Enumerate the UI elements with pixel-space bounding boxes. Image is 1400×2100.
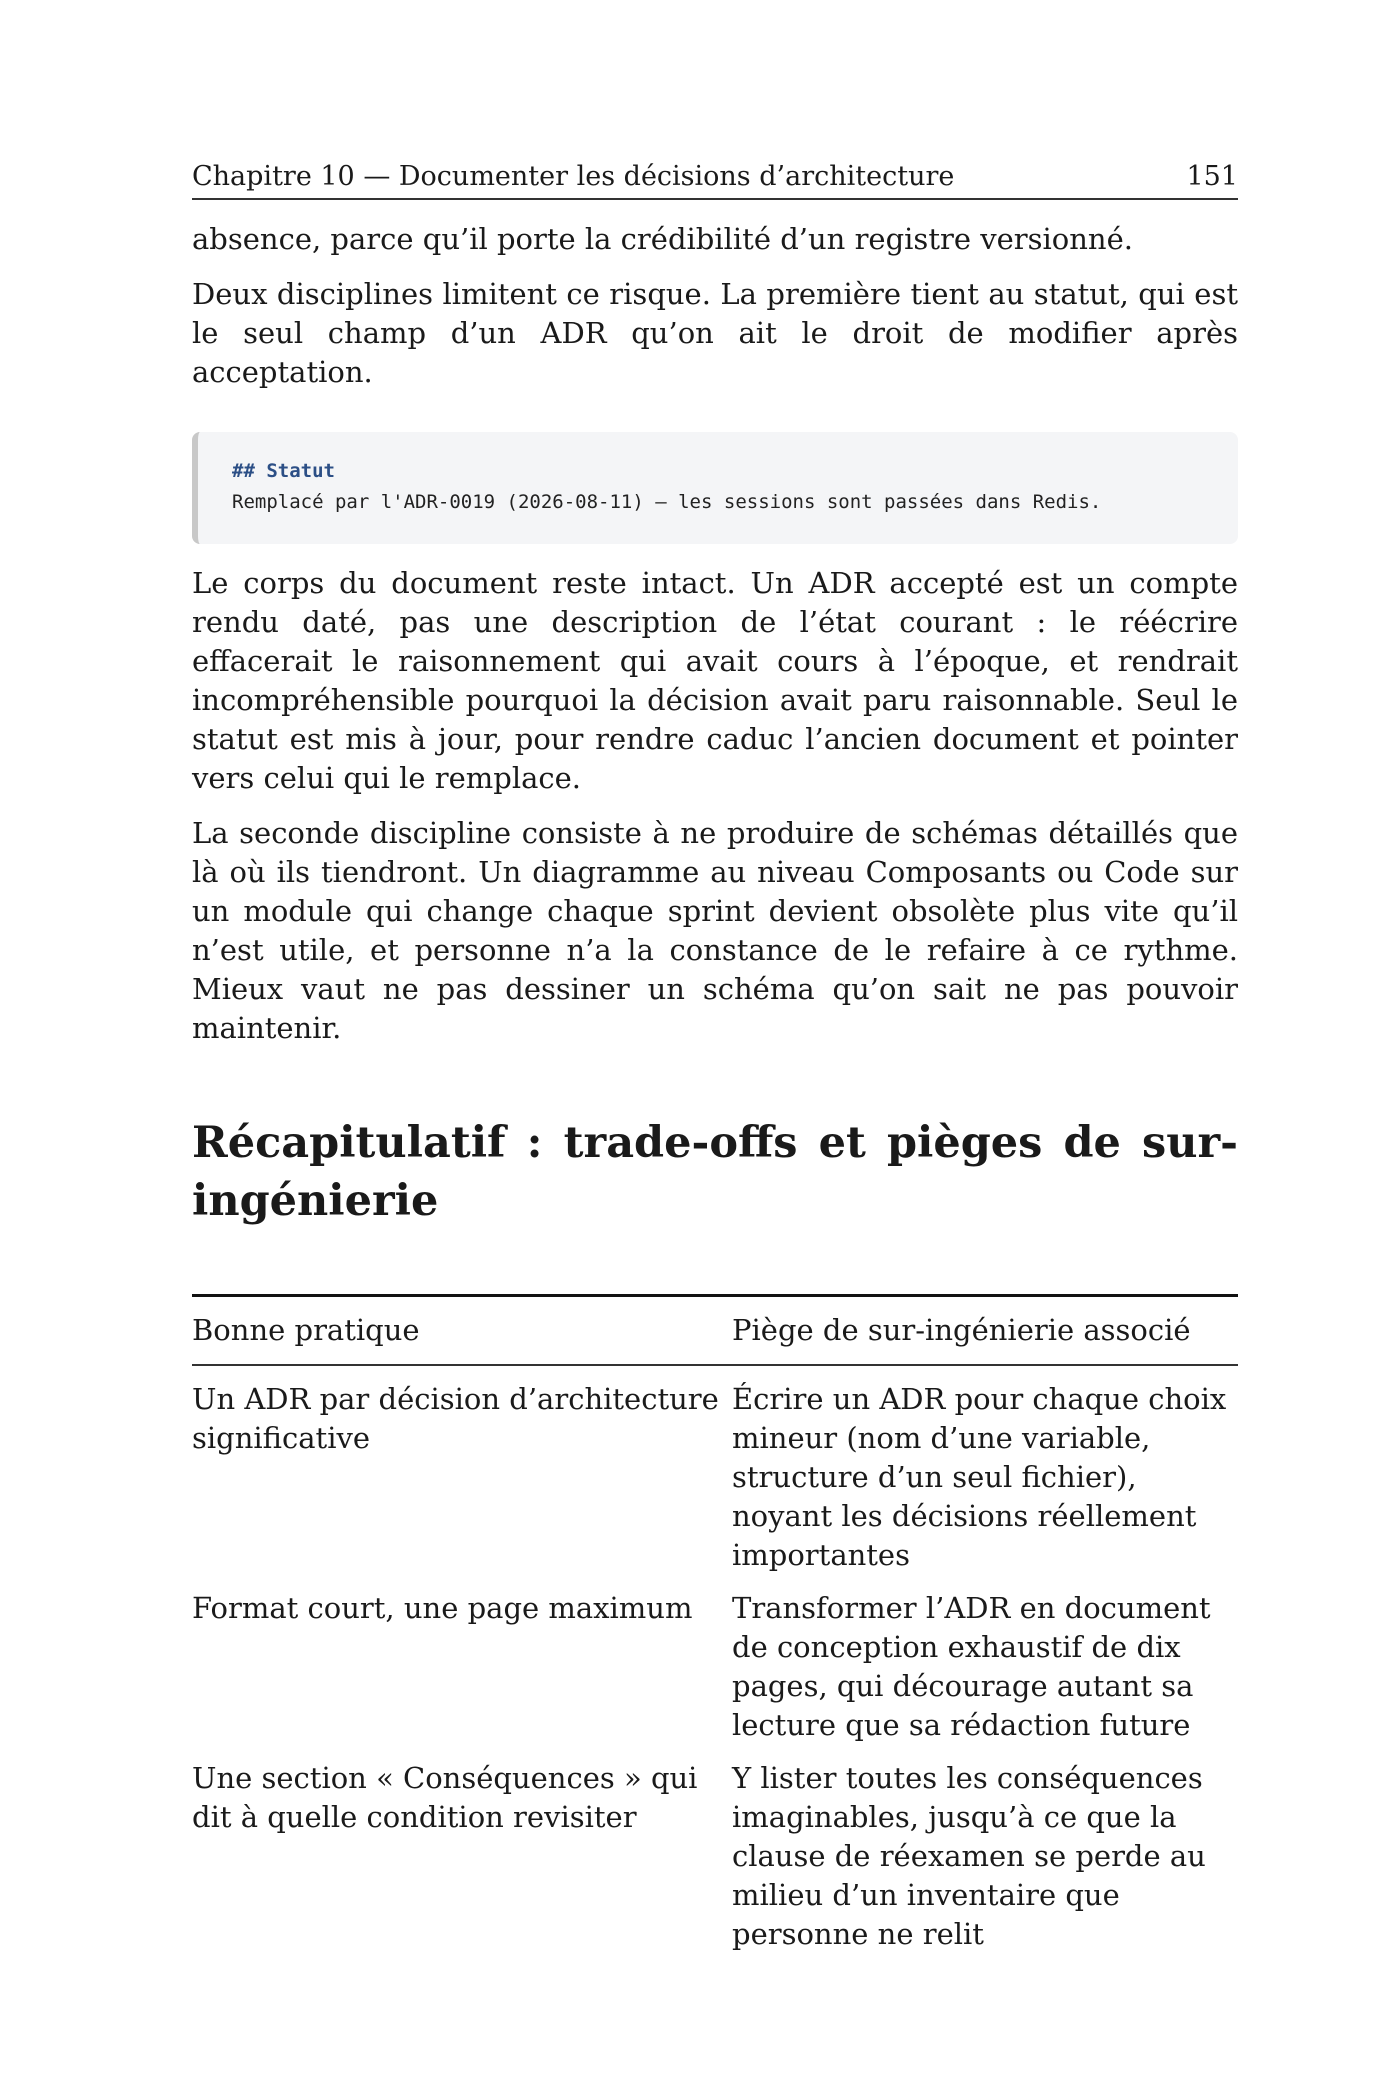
page-number: 151: [1186, 161, 1238, 192]
code-line: Remplacé par l'ADR-0019 (2026-08-11) — les sessions sont passées dans Redis.: [232, 491, 1102, 513]
table-cell: Format court, une page maximum: [192, 1591, 693, 1625]
table-row: [192, 1365, 1238, 1579]
section-title: Récapitulatif : trade-offs et pièges de sur-ingénierie: [192, 1118, 1238, 1226]
paragraph: absence, parce qu’il porte la crédibilité d’un registre versionné.: [192, 222, 1133, 256]
column-header: Bonne pratique: [192, 1296, 732, 1366]
table-row: [192, 1579, 1238, 1749]
code-block: [192, 432, 1238, 544]
recap-table: [192, 1294, 1238, 1958]
table-row: [192, 1749, 1238, 1958]
paragraph: La seconde discipline consiste à ne produire de schémas détaillés que là où ils tiendront. Un diagramme au niveau Composants ou Code sur un module qui change chaque sprint devient obsolète plus vite qu’il n’est utile, et personne n’a la constance de le refaire à ce rythme. Mieux vaut ne pas dessiner un schéma qu’on sait ne pas pouvoir maintenir.: [192, 816, 1238, 1045]
table-cell: Un ADR par décision d’architecture significative: [192, 1382, 719, 1455]
table-cell: Une section « Conséquences » qui dit à quelle condition revisiter: [192, 1761, 698, 1834]
table-cell: Écrire un ADR pour chaque choix mineur (nom d’une variable, structure d’un seul fichier), noyant les décisions réellement importantes: [732, 1382, 1227, 1572]
document-page: [192, 160, 1238, 1958]
table-cell: Y lister toutes les conséquences imaginables, jusqu’à ce que la clause de réexamen se perde au milieu d’un inventaire que personne ne relit: [732, 1761, 1206, 1951]
column-header: Piège de sur-ingénierie associé: [732, 1296, 1238, 1366]
paragraph: Deux disciplines limitent ce risque. La première tient au statut, qui est le seul champ d’un ADR qu’on ait le droit de modifier après acceptation.: [192, 277, 1238, 389]
running-header: [192, 160, 1238, 200]
paragraph: Le corps du document reste intact. Un ADR accepté est un compte rendu daté, pas une description de l’état courant : le réécrire effacerait le raisonnement qui avait cours à l’époque, et rendrait incompréhensible pourquoi la décision avait paru raisonnable. Seul le statut est mis à jour, pour rendre caduc l’ancien document et pointer vers celui qui le remplace.: [192, 566, 1238, 795]
chapter-title: Chapitre 10 — Documenter les décisions d’architecture: [192, 161, 955, 192]
table-cell: Transformer l’ADR en document de conception exhaustif de dix pages, qui décourage autant sa lecture que sa rédaction future: [732, 1591, 1211, 1742]
table-header-row: [192, 1296, 1238, 1366]
code-heading: ## Statut: [232, 460, 335, 482]
